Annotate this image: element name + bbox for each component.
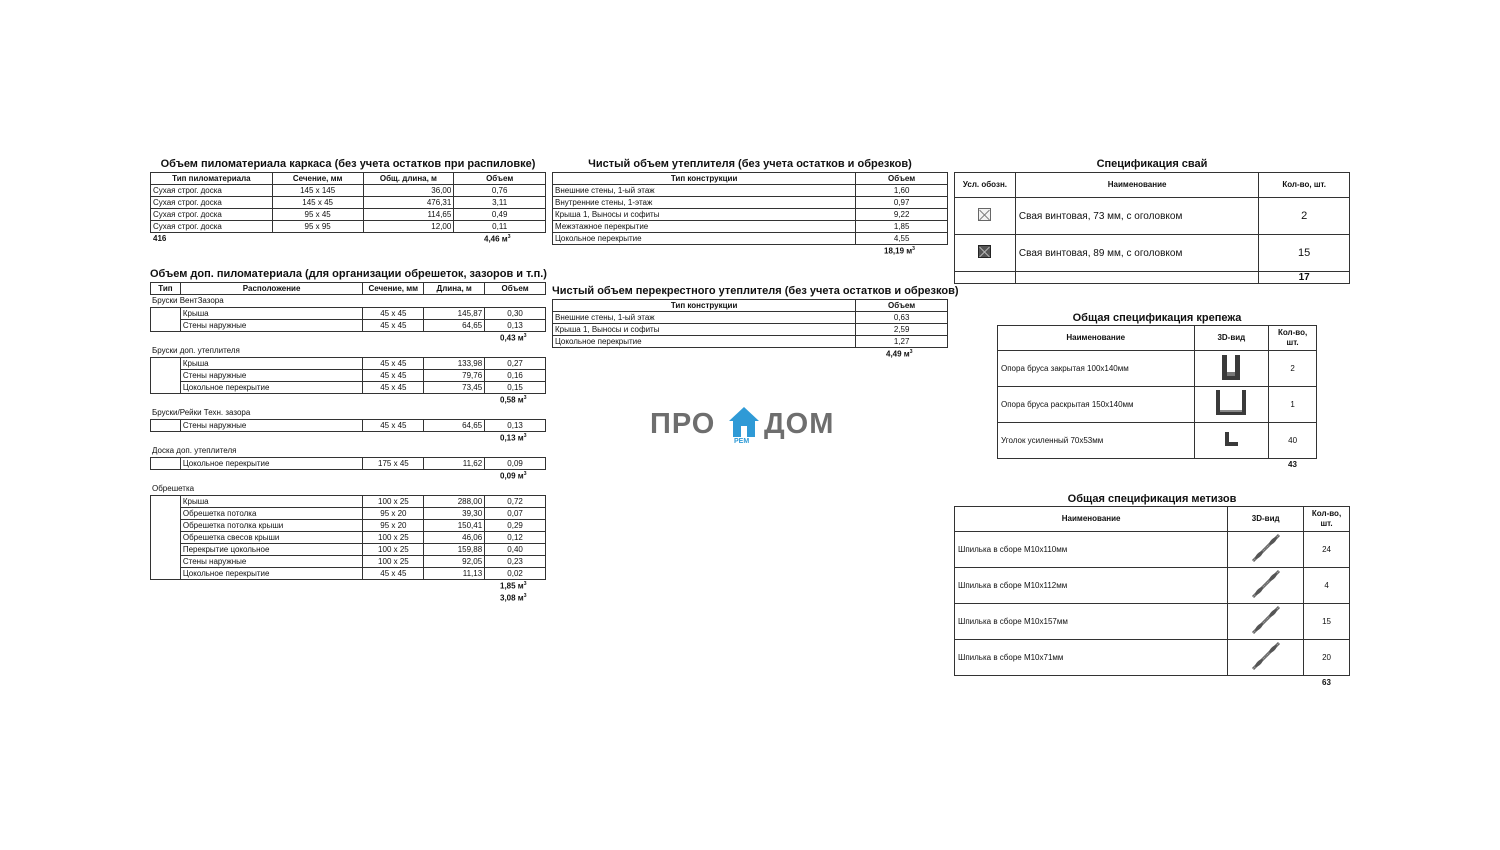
cell: Внешние стены, 1-ый этаж <box>553 312 856 324</box>
3d-view-cell <box>1194 351 1269 387</box>
cell: Крыша 1, Выносы и софиты <box>553 324 856 336</box>
table-row <box>553 233 948 245</box>
cell: 73,45 <box>424 382 485 394</box>
insulation-section <box>552 158 948 257</box>
cross-insulation-section <box>552 285 959 360</box>
cell: Стены наружные <box>180 320 363 332</box>
table-row <box>151 568 546 580</box>
insulation-table <box>552 172 948 245</box>
type-cell <box>151 358 181 394</box>
cell: 95 x 20 <box>363 520 424 532</box>
cell: Стены наружные <box>180 556 363 568</box>
symbol-cell <box>955 235 1016 272</box>
cell: Сухая строг. доска <box>151 185 273 197</box>
table-row <box>955 604 1350 640</box>
cell: 133,98 <box>424 358 485 370</box>
open-beam-support-icon <box>1214 388 1248 418</box>
group-total: 0,43 $м^3$ <box>500 333 527 343</box>
group-label: Обрешетка <box>152 484 195 493</box>
col-header: Сечение, мм <box>272 173 363 185</box>
table-row <box>553 197 948 209</box>
cell: 11,62 <box>424 458 485 470</box>
cell: Уголок усиленный 70х53мм <box>998 423 1195 459</box>
cell: Крыша <box>180 496 363 508</box>
cell: Сухая строг. доска <box>151 197 273 209</box>
cell: 40 <box>1269 423 1317 459</box>
cell: 39,30 <box>424 508 485 520</box>
col-header: Тип пиломатериала <box>151 173 273 185</box>
col-header: 3D-вид <box>1194 326 1269 351</box>
cell: 1 <box>1269 387 1317 423</box>
3d-view-cell <box>1194 423 1269 459</box>
cell: 175 x 45 <box>363 458 424 470</box>
cell: 2,59 <box>856 324 948 336</box>
cell: Свая винтовая, 89 мм, с оголовком <box>1015 235 1258 272</box>
cell: 145,87 <box>424 308 485 320</box>
col-header: Объем <box>454 173 546 185</box>
table-row <box>998 387 1317 423</box>
cell: Обрешетка потолка <box>180 508 363 520</box>
table-row <box>955 568 1350 604</box>
logo-sub-text: РЕМ <box>734 438 750 445</box>
cell: Перекрытие цокольное <box>180 544 363 556</box>
cell: 0,02 <box>485 568 546 580</box>
cell: 1,85 <box>856 221 948 233</box>
table-row <box>151 308 546 320</box>
cell: 36,00 <box>363 185 454 197</box>
col-header: Сечение, мм <box>363 283 424 295</box>
cell: 150,41 <box>424 520 485 532</box>
cell: Свая винтовая, 73 мм, с оголовком <box>1015 198 1258 235</box>
col-header: 3D-вид <box>1228 507 1304 532</box>
cell: 2 <box>1259 198 1350 235</box>
col-header: Тип конструкции <box>553 300 856 312</box>
table-row <box>151 532 546 544</box>
piles-table <box>954 172 1350 284</box>
extra-lumber-groups <box>150 295 546 593</box>
table-row <box>553 336 948 348</box>
cell: 64,65 <box>424 320 485 332</box>
cell: Шпилька в сборе М10х110мм <box>955 532 1228 568</box>
cell: Крыша <box>180 308 363 320</box>
cell: 24 <box>1304 532 1350 568</box>
fasteners-table <box>997 325 1317 459</box>
cross-insulation-total: 4,49 $м^3$ <box>886 349 913 359</box>
cell <box>955 272 1016 284</box>
piles-section <box>954 158 1350 284</box>
angle-bracket-icon <box>1222 430 1240 448</box>
cell: Опора бруса раскрытая 150х140мм <box>998 387 1195 423</box>
cell: 11,13 <box>424 568 485 580</box>
type-cell <box>151 308 181 332</box>
table-row <box>151 520 546 532</box>
logo-right-text: ДОМ <box>764 408 835 440</box>
cell: 0,13 <box>485 420 546 432</box>
hardware-title: Общая спецификация метизов <box>1067 493 1237 505</box>
pile-89-symbol-icon <box>978 245 991 258</box>
fasteners-title: Общая спецификация крепежа <box>1072 312 1242 324</box>
cell: 114,65 <box>363 209 454 221</box>
table-row <box>151 221 546 233</box>
group-table <box>150 419 546 432</box>
cell: 15 <box>1259 235 1350 272</box>
group-total: 0,13 $м^3$ <box>500 433 527 443</box>
frame-total: 4,46 $м^3$ <box>484 234 511 244</box>
closed-beam-support-icon <box>1219 352 1243 382</box>
cell <box>1015 272 1258 284</box>
cell: Опора бруса закрытая 100х140мм <box>998 351 1195 387</box>
col-header: Тип конструкции <box>553 173 856 185</box>
cell: Цокольное перекрытие <box>180 382 363 394</box>
cell: 0,15 <box>485 382 546 394</box>
cell: 12,00 <box>363 221 454 233</box>
cell: 45 x 45 <box>363 568 424 580</box>
hardware-total: 63 <box>1322 678 1331 687</box>
cell: 145 x 145 <box>272 185 363 197</box>
table-row <box>151 544 546 556</box>
cell: 0,29 <box>485 520 546 532</box>
cell: 0,23 <box>485 556 546 568</box>
table-row <box>955 640 1350 676</box>
cell: 0,30 <box>485 308 546 320</box>
col-header: Длина, м <box>424 283 485 295</box>
threaded-rod-icon <box>1248 568 1284 600</box>
piles-title: Спецификация свай <box>1096 158 1208 170</box>
cell: Внешние стены, 1-ый этаж <box>553 185 856 197</box>
col-header: Расположение <box>180 283 362 295</box>
cell: Внутренние стены, 1-этаж <box>553 197 856 209</box>
cell: 0,40 <box>485 544 546 556</box>
house-icon <box>728 405 760 439</box>
group-table <box>150 357 546 394</box>
table-row <box>151 209 546 221</box>
extra-lumber-title: Объем доп. пиломатериала (для организации обрешеток, зазоров и т.п.) <box>150 268 547 280</box>
threaded-rod-icon <box>1248 532 1284 564</box>
cell: 2 <box>1269 351 1317 387</box>
table-row <box>151 458 546 470</box>
cell: 100 x 25 <box>363 496 424 508</box>
cell: 100 x 25 <box>363 556 424 568</box>
3d-view-cell <box>1194 387 1269 423</box>
cell: 145 x 45 <box>272 197 363 209</box>
type-cell <box>151 420 181 432</box>
cell: 0,16 <box>485 370 546 382</box>
extra-lumber-header-table <box>150 282 546 295</box>
cell: 95 x 95 <box>272 221 363 233</box>
table-row <box>553 312 948 324</box>
cell: 288,00 <box>424 496 485 508</box>
cross-insulation-title: Чистый объем перекрестного утеплителя (без учета остатков и обрезков) <box>552 285 959 297</box>
cell: 45 x 45 <box>363 320 424 332</box>
cell: 0,63 <box>856 312 948 324</box>
cell: 46,06 <box>424 532 485 544</box>
cell: 0,13 <box>485 320 546 332</box>
col-header: Общ. длина, м <box>363 173 454 185</box>
cell: 64,65 <box>424 420 485 432</box>
frame-count: 416 <box>153 234 167 243</box>
type-cell <box>151 458 181 470</box>
cell: 0,09 <box>485 458 546 470</box>
cell: 15 <box>1304 604 1350 640</box>
cell: 9,22 <box>856 209 948 221</box>
cross-insulation-table <box>552 299 948 348</box>
cell: 476,31 <box>363 197 454 209</box>
table-row <box>955 532 1350 568</box>
cell: 3,11 <box>454 197 546 209</box>
table-row <box>151 556 546 568</box>
cell: 0,72 <box>485 496 546 508</box>
table-row <box>553 209 948 221</box>
3d-view-cell <box>1228 640 1304 676</box>
group-label: Доска доп. утеплителя <box>152 446 237 455</box>
cell: 45 x 45 <box>363 358 424 370</box>
table-row <box>553 324 948 336</box>
col-header: Усл. обозн. <box>955 173 1016 198</box>
3d-view-cell <box>1228 568 1304 604</box>
cell: Цокольное перекрытие <box>553 233 856 245</box>
cell: Шпилька в сборе М10х112мм <box>955 568 1228 604</box>
extra-grand-total: 3,08 $м^3$ <box>500 593 527 603</box>
table-row <box>998 351 1317 387</box>
cell: 45 x 45 <box>363 420 424 432</box>
col-header: Объем <box>856 173 948 185</box>
3d-view-cell <box>1228 604 1304 640</box>
hardware-section <box>954 493 1350 688</box>
table-row <box>151 358 546 370</box>
symbol-cell <box>955 198 1016 235</box>
cell: Цокольное перекрытие <box>180 568 363 580</box>
table-row <box>553 221 948 233</box>
cell: 0,27 <box>485 358 546 370</box>
col-header: Объем <box>485 283 546 295</box>
group-total: 1,85 $м^3$ <box>500 581 527 591</box>
fasteners-section <box>997 312 1317 471</box>
cell: 0,07 <box>485 508 546 520</box>
cell: Обрешетка свесов крыши <box>180 532 363 544</box>
cell: Шпилька в сборе М10х157мм <box>955 604 1228 640</box>
table-row <box>151 320 546 332</box>
cell: 0,11 <box>454 221 546 233</box>
col-header: Кол-во, шт. <box>1259 173 1350 198</box>
group-label: Бруски/Рейки Техн. зазора <box>152 408 251 417</box>
cell: 0,49 <box>454 209 546 221</box>
group-total: 0,09 $м^3$ <box>500 471 527 481</box>
group-label: Бруски доп. утеплителя <box>152 346 240 355</box>
cell: 45 x 45 <box>363 370 424 382</box>
group-label: Бруски ВентЗазора <box>152 296 224 305</box>
fasteners-total: 43 <box>1288 460 1297 469</box>
cell: Сухая строг. доска <box>151 221 273 233</box>
cell: 79,76 <box>424 370 485 382</box>
cell: Цокольное перекрытие <box>180 458 363 470</box>
table-row <box>955 235 1350 272</box>
cell: 95 x 20 <box>363 508 424 520</box>
table-row <box>151 382 546 394</box>
col-header: Тип <box>151 283 181 295</box>
table-row <box>553 185 948 197</box>
cell: Крыша 1, Выносы и софиты <box>553 209 856 221</box>
insulation-total: 18,19 $м^3$ <box>884 246 915 256</box>
hardware-table <box>954 506 1350 676</box>
type-cell <box>151 496 181 580</box>
cell: 0,76 <box>454 185 546 197</box>
piles-total: 17 <box>1259 272 1350 284</box>
group-table <box>150 307 546 332</box>
col-header: Объем <box>856 300 948 312</box>
cell: 1,60 <box>856 185 948 197</box>
pile-73-symbol-icon <box>978 208 991 221</box>
threaded-rod-icon <box>1248 640 1284 672</box>
table-row <box>151 197 546 209</box>
table-row <box>151 420 546 432</box>
extra-lumber-section <box>150 268 546 605</box>
cell: 159,88 <box>424 544 485 556</box>
cell: 4 <box>1304 568 1350 604</box>
col-header: Наименование <box>1015 173 1258 198</box>
cell: 92,05 <box>424 556 485 568</box>
table-row <box>151 508 546 520</box>
logo <box>648 403 848 449</box>
cell: 45 x 45 <box>363 308 424 320</box>
cell: 45 x 45 <box>363 382 424 394</box>
col-header: Кол-во, шт. <box>1304 507 1350 532</box>
insulation-title: Чистый объем утеплителя (без учета остатков и обрезков) <box>588 158 912 170</box>
cell: Обрешетка потолка крыши <box>180 520 363 532</box>
cell: 0,97 <box>856 197 948 209</box>
3d-view-cell <box>1228 532 1304 568</box>
group-table <box>150 457 546 470</box>
cell: Стены наружные <box>180 420 363 432</box>
cell: Межэтажное перекрытие <box>553 221 856 233</box>
col-header: Наименование <box>998 326 1195 351</box>
group-table <box>150 495 546 580</box>
total-row <box>955 272 1350 284</box>
cell: 100 x 25 <box>363 544 424 556</box>
cell: 1,27 <box>856 336 948 348</box>
cell: 20 <box>1304 640 1350 676</box>
frame-lumber-section <box>150 158 546 245</box>
cell: 100 x 25 <box>363 532 424 544</box>
col-header: Кол-во, шт. <box>1269 326 1317 351</box>
table-row <box>151 496 546 508</box>
cell: Цокольное перекрытие <box>553 336 856 348</box>
table-row <box>151 185 546 197</box>
cell: Стены наружные <box>180 370 363 382</box>
frame-lumber-title: Объем пиломатериала каркаса (без учета остатков при распиловке) <box>160 158 536 170</box>
cell: Крыша <box>180 358 363 370</box>
cell: 0,12 <box>485 532 546 544</box>
cell: 4,55 <box>856 233 948 245</box>
threaded-rod-icon <box>1248 604 1284 636</box>
frame-lumber-table <box>150 172 546 233</box>
cell: Сухая строг. доска <box>151 209 273 221</box>
table-row <box>151 370 546 382</box>
cell: Шпилька в сборе М10х71мм <box>955 640 1228 676</box>
table-row <box>955 198 1350 235</box>
table-row <box>998 423 1317 459</box>
col-header: Наименование <box>955 507 1228 532</box>
logo-left-text: ПРО <box>650 408 716 440</box>
cell: 95 x 45 <box>272 209 363 221</box>
group-total: 0,58 $м^3$ <box>500 395 527 405</box>
